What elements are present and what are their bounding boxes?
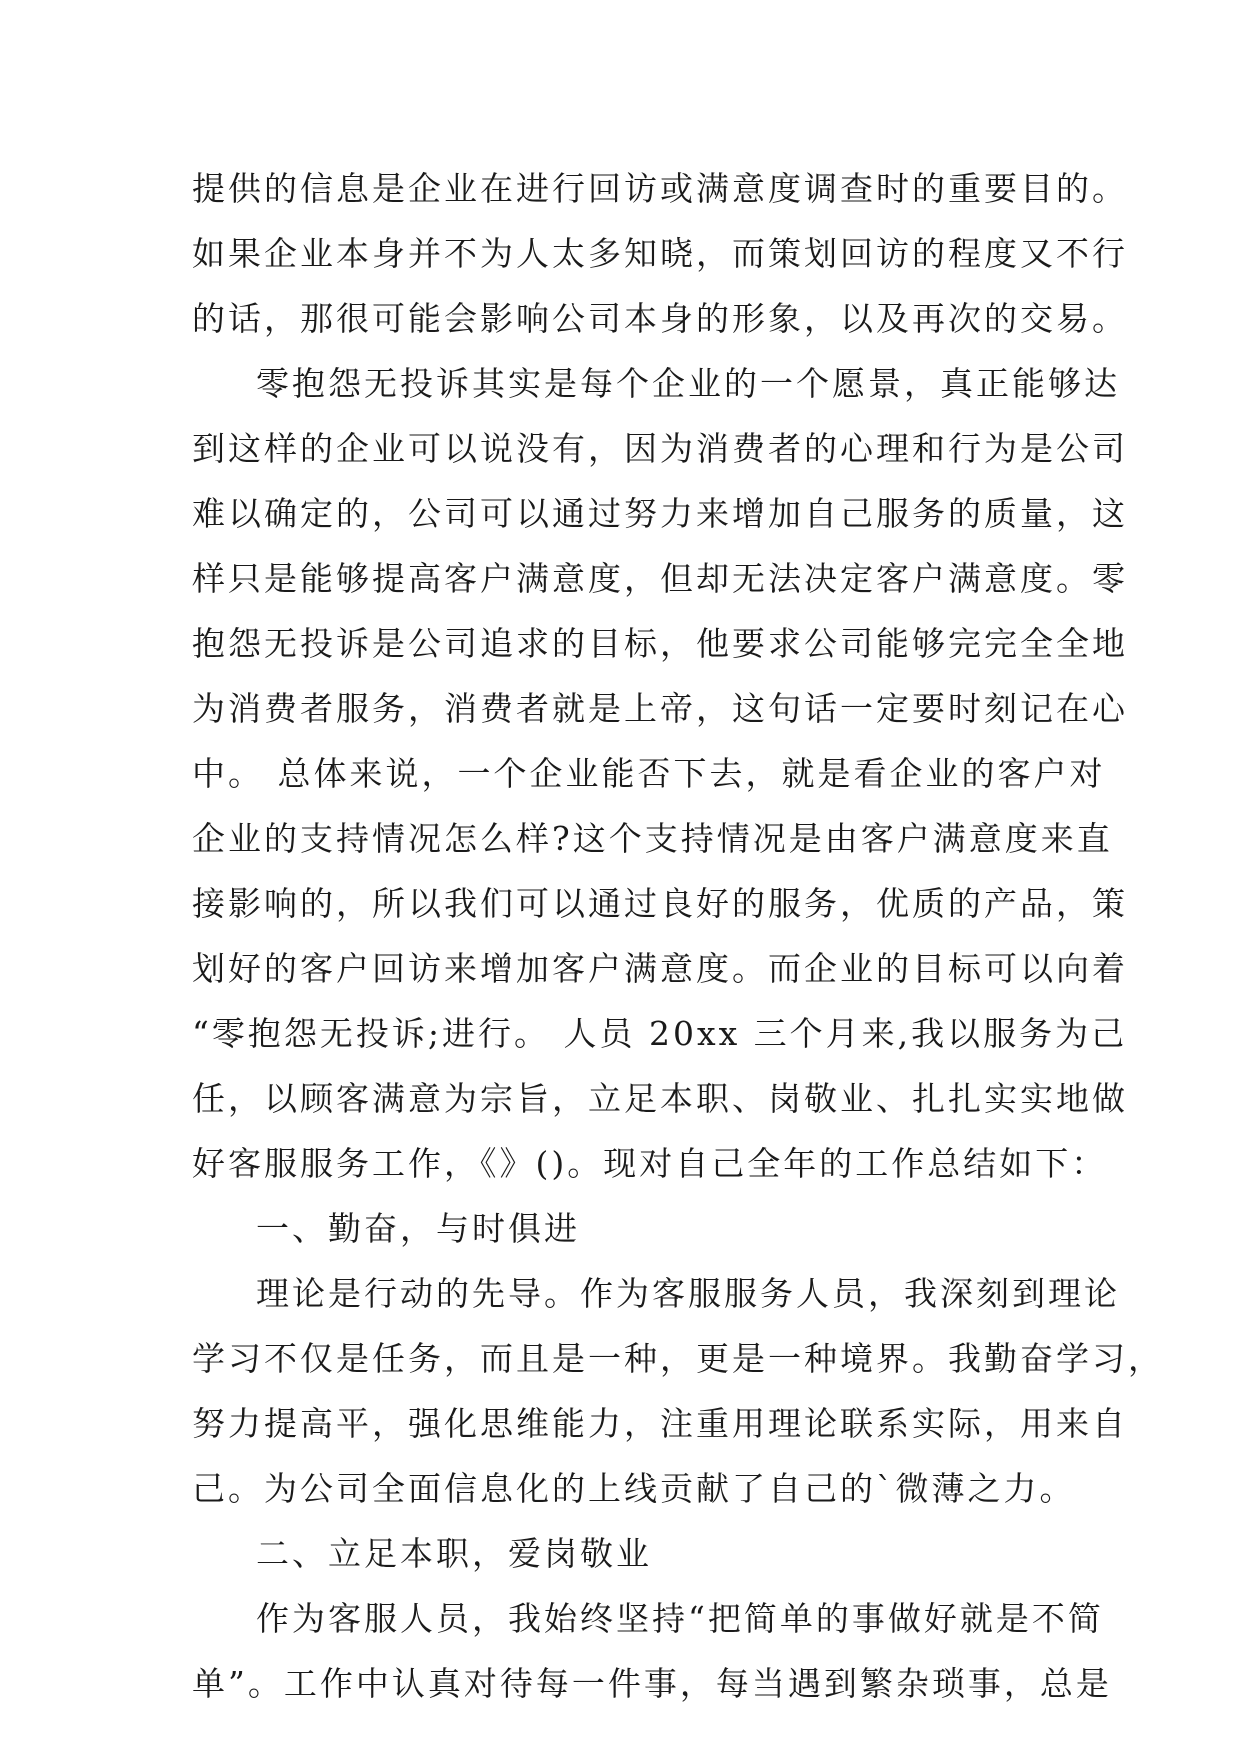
text-line: 单”。工作中认真对待每一件事，每当遇到繁杂琐事，总是 [192, 1664, 1112, 1703]
text-line: “零抱怨无投诉;进行。 人员 20xx 三个月来,我以服务为己 [192, 1014, 1128, 1053]
document-body [192, 156, 1164, 1716]
text-line: 任，以顾客满意为宗旨，立足本职、岗敬业、扎扎实实地做 [192, 1079, 1128, 1118]
text-line: 难以确定的，公司可以通过努力来增加自己服务的质量，这 [192, 494, 1128, 533]
text-line: 二、立足本职，爱岗敬业 [256, 1534, 652, 1573]
text-line: 一、勤奋，与时俱进 [256, 1209, 580, 1248]
text-line: 抱怨无投诉是公司追求的目标，他要求公司能够完完全全地 [192, 624, 1128, 663]
text-line: 作为客服人员，我始终坚持“把简单的事做好就是不简 [256, 1599, 1104, 1638]
text-line: 划好的客户回访来增加客户满意度。而企业的目标可以向着 [192, 949, 1128, 988]
text-line: 到这样的企业可以说没有，因为消费者的心理和行为是公司 [192, 429, 1128, 468]
text-line: 理论是行动的先导。作为客服服务人员，我深刻到理论 [256, 1274, 1120, 1313]
text-line: 中。 总体来说，一个企业能否下去，就是看企业的客户对 [192, 754, 1106, 793]
text-line: 好客服服务工作，《》()。现对自己全年的工作总结如下： [192, 1144, 1108, 1183]
text-line: 己。为公司全面信息化的上线贡献了自己的`微薄之力。 [192, 1469, 1076, 1508]
text-line: 零抱怨无投诉其实是每个企业的一个愿景，真正能够达 [256, 364, 1120, 403]
text-line: 提供的信息是企业在进行回访或满意度调查时的重要目的。 [192, 169, 1128, 208]
text-line: 企业的支持情况怎么样?这个支持情况是由客户满意度来直 [192, 819, 1113, 858]
text-line: 如果企业本身并不为人太多知晓，而策划回访的程度又不行 [192, 234, 1128, 273]
text-line: 接影响的，所以我们可以通过良好的服务，优质的产品，策 [192, 884, 1128, 923]
text-line: 学习不仅是任务，而且是一种，更是一种境界。我勤奋学习， [192, 1339, 1164, 1378]
text-line: 努力提高平，强化思维能力，注重用理论联系实际，用来自 [192, 1404, 1128, 1443]
text-line: 样只是能够提高客户满意度，但却无法决定客户满意度。零 [192, 559, 1128, 598]
text-line: 的话，那很可能会影响公司本身的形象，以及再次的交易。 [192, 299, 1128, 338]
text-line: 为消费者服务，消费者就是上帝，这句话一定要时刻记在心 [192, 689, 1128, 728]
